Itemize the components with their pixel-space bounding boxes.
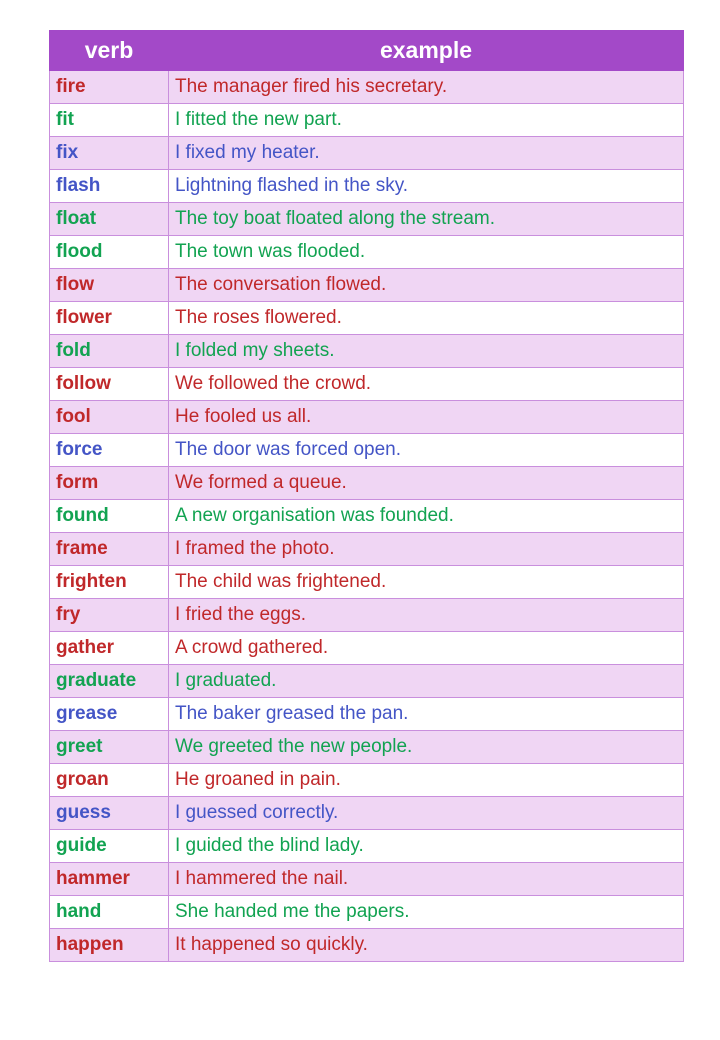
table-row	[50, 170, 684, 203]
verb-cell: groan	[50, 764, 169, 797]
example-cell: The roses flowered.	[169, 302, 684, 335]
verb-cell: guide	[50, 830, 169, 863]
table-row	[50, 500, 684, 533]
example-cell: I fried the eggs.	[169, 599, 684, 632]
table-row	[50, 731, 684, 764]
verb-cell: hammer	[50, 863, 169, 896]
table-row	[50, 698, 684, 731]
verb-cell: flash	[50, 170, 169, 203]
table-row	[50, 929, 684, 962]
example-cell: We greeted the new people.	[169, 731, 684, 764]
verb-cell: found	[50, 500, 169, 533]
example-cell: I graduated.	[169, 665, 684, 698]
table-row	[50, 566, 684, 599]
verb-cell: fit	[50, 104, 169, 137]
verb-cell: frighten	[50, 566, 169, 599]
verb-cell: greet	[50, 731, 169, 764]
verb-cell: guess	[50, 797, 169, 830]
table-row	[50, 665, 684, 698]
example-cell: I guided the blind lady.	[169, 830, 684, 863]
verb-cell: flower	[50, 302, 169, 335]
example-cell: I guessed correctly.	[169, 797, 684, 830]
table-row	[50, 632, 684, 665]
example-cell: He fooled us all.	[169, 401, 684, 434]
verb-cell: flood	[50, 236, 169, 269]
table-row	[50, 599, 684, 632]
table-row	[50, 797, 684, 830]
example-cell: The child was frightened.	[169, 566, 684, 599]
verb-cell: happen	[50, 929, 169, 962]
table-row	[50, 71, 684, 104]
table-row	[50, 863, 684, 896]
table-row	[50, 401, 684, 434]
table-row	[50, 434, 684, 467]
header-example: example	[169, 31, 684, 71]
verb-cell: float	[50, 203, 169, 236]
example-cell: A crowd gathered.	[169, 632, 684, 665]
table-row	[50, 368, 684, 401]
verb-cell: fix	[50, 137, 169, 170]
verb-cell: fire	[50, 71, 169, 104]
verb-cell: fool	[50, 401, 169, 434]
example-cell: I fixed my heater.	[169, 137, 684, 170]
example-cell: The conversation flowed.	[169, 269, 684, 302]
header-verb: verb	[50, 31, 169, 71]
table-row	[50, 896, 684, 929]
verb-cell: gather	[50, 632, 169, 665]
verb-cell: hand	[50, 896, 169, 929]
example-cell: I fitted the new part.	[169, 104, 684, 137]
example-cell: Lightning flashed in the sky.	[169, 170, 684, 203]
table-row	[50, 269, 684, 302]
verb-table-container	[49, 30, 683, 962]
example-cell: The manager fired his secretary.	[169, 71, 684, 104]
verb-cell: graduate	[50, 665, 169, 698]
table-row	[50, 335, 684, 368]
table-header-row	[50, 31, 684, 71]
table-row	[50, 830, 684, 863]
table-row	[50, 203, 684, 236]
table-row	[50, 764, 684, 797]
example-cell: I framed the photo.	[169, 533, 684, 566]
example-cell: She handed me the papers.	[169, 896, 684, 929]
example-cell: The baker greased the pan.	[169, 698, 684, 731]
example-cell: We followed the crowd.	[169, 368, 684, 401]
table-row	[50, 137, 684, 170]
example-cell: It happened so quickly.	[169, 929, 684, 962]
example-cell: A new organisation was founded.	[169, 500, 684, 533]
example-cell: He groaned in pain.	[169, 764, 684, 797]
example-cell: The door was forced open.	[169, 434, 684, 467]
verb-cell: fold	[50, 335, 169, 368]
table-row	[50, 467, 684, 500]
verb-cell: fry	[50, 599, 169, 632]
example-cell: I folded my sheets.	[169, 335, 684, 368]
verb-example-table	[49, 30, 684, 962]
example-cell: I hammered the nail.	[169, 863, 684, 896]
verb-cell: force	[50, 434, 169, 467]
example-cell: The toy boat floated along the stream.	[169, 203, 684, 236]
example-cell: The town was flooded.	[169, 236, 684, 269]
verb-cell: follow	[50, 368, 169, 401]
verb-cell: grease	[50, 698, 169, 731]
example-cell: We formed a queue.	[169, 467, 684, 500]
table-row	[50, 533, 684, 566]
verb-cell: form	[50, 467, 169, 500]
verb-cell: flow	[50, 269, 169, 302]
table-row	[50, 236, 684, 269]
table-body	[50, 71, 684, 962]
verb-cell: frame	[50, 533, 169, 566]
table-row	[50, 302, 684, 335]
table-row	[50, 104, 684, 137]
